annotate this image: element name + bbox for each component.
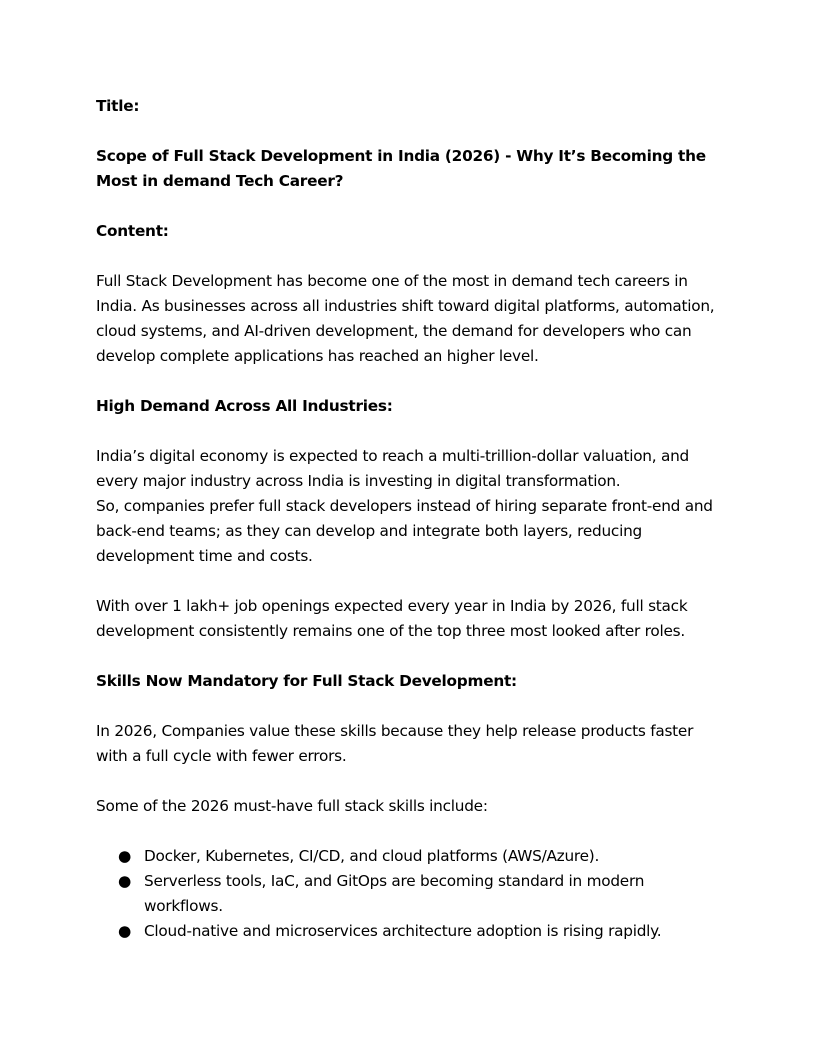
skills-list: [96, 844, 720, 944]
intro-paragraph: Full Stack Development has become one of the most in demand tech careers in India. As businesses across all industries shift toward digital platforms, automation, cloud systems, and AI-driven development, the demand for developers who can develop complete applications has reached an higher level.: [96, 272, 715, 365]
bullet-icon: ●: [118, 922, 132, 940]
list-item: [96, 844, 720, 869]
section-heading-skills: Skills Now Mandatory for Full Stack Development:: [96, 672, 517, 690]
skills-paragraph: In 2026, Companies value these skills because they help release products faster with a full cycle with fewer errors.: [96, 722, 694, 765]
list-item-text: Cloud-native and microservices architecture adoption is rising rapidly.: [144, 922, 662, 940]
bullet-icon: ●: [118, 872, 132, 890]
list-item-text: Serverless tools, IaC, and GitOps are becoming standard in modern workflows.: [144, 872, 645, 915]
list-item: [96, 919, 720, 944]
article-title: Scope of Full Stack Development in India (2026) - Why It’s Becoming the Most in demand Tech Career?: [96, 147, 706, 190]
bullet-icon: ●: [118, 847, 132, 865]
skills-intro-paragraph: Some of the 2026 must-have full stack skills include:: [96, 797, 488, 815]
list-item: [96, 869, 720, 919]
section-heading-demand: High Demand Across All Industries:: [96, 397, 393, 415]
list-item-text: Docker, Kubernetes, CI/CD, and cloud platforms (AWS/Azure).: [144, 847, 600, 865]
content-label: Content:: [96, 222, 169, 240]
demand-paragraph-line1: India’s digital economy is expected to reach a multi-trillion-dollar valuation, and every major industry across India is investing in digital transformation.: [96, 447, 690, 490]
title-label: Title:: [96, 97, 140, 115]
job-openings-paragraph: With over 1 lakh+ job openings expected every year in India by 2026, full stack development consistently remains one of the top three most looked after roles.: [96, 597, 688, 640]
demand-paragraph-line2: So, companies prefer full stack developers instead of hiring separate front-end and back-end teams; as they can develop and integrate both layers, reducing development time and costs.: [96, 497, 713, 565]
